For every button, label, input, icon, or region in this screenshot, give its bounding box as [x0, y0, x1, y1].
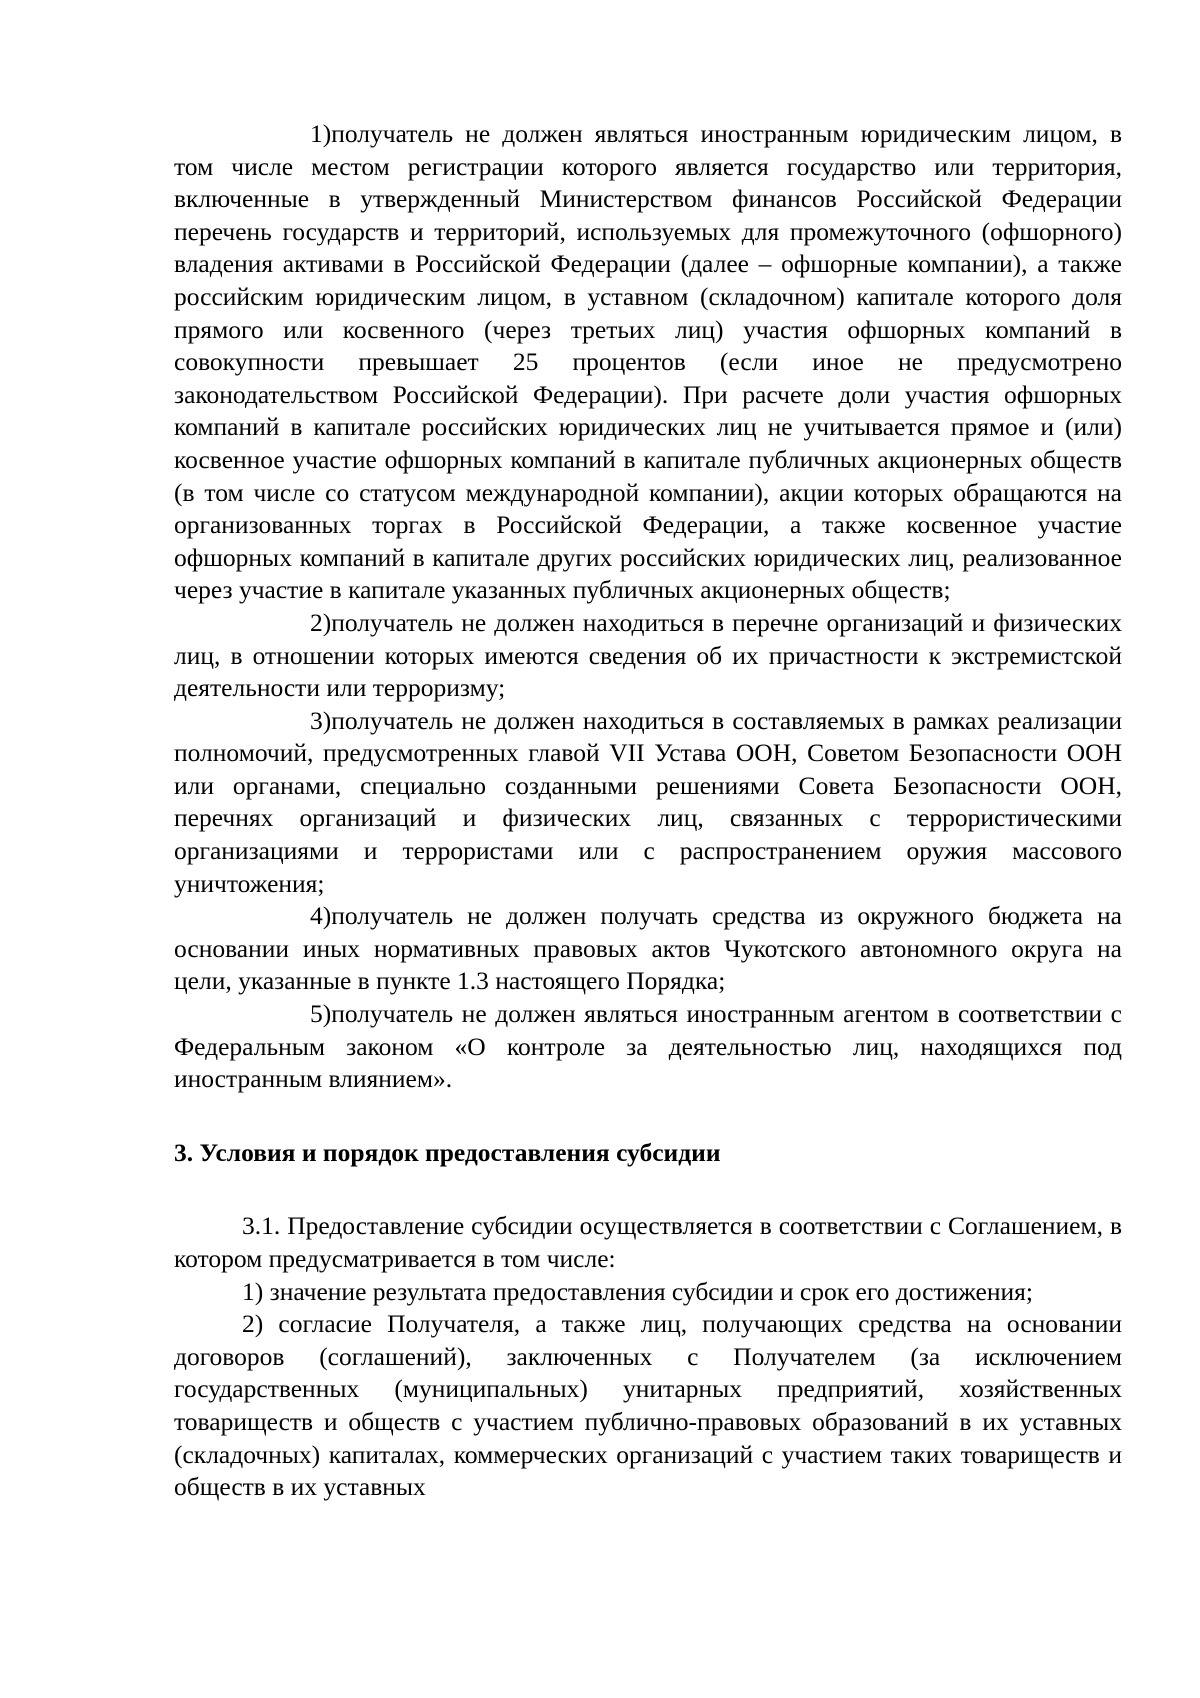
paragraph-3-1-item-2: 2) согласие Получателя, а также лиц, получающих средства на основании договоров (соглашений), заключенных с Получателем (за исключением государственных (муниципальных) унитарных предприятий, хозяйственных товариществ и обществ с участием публично-правовых образований в их уставных (складочных) капиталах, коммерческих организаций с участием таких товариществ и обществ в их уставных	[174, 1309, 1122, 1502]
requirement-1-text: получатель не должен являться иностранным юридическим лицом, в том числе местом регистрации которого является государство или территория, включенные в утвержденный Министерством финансов Российской Федерации перечень государств и территорий, используемых для промежуточного (офшорного) владения активами в Российской Федерации (далее – офшорные компании), а также российским юридическим лицом, в уставном (складочном) капитале которого доля прямого или косвенного (через третьих лиц) участия офшорных компаний в совокупности превышает 25 процентов (если иное не предусмотрено законодательством Российской Федерации). При расчете доли участия офшорных компаний в капитале российских юридических лиц не учитывается прямое и (или) косвенное участие офшорных компаний в капитале публичных акционерных обществ (в том числе со статусом международной компании), акции которых обращаются на организованных торгах в Российской Федерации, а также косвенное участие офшорных компаний в капитале других российских юридических лиц, реализованное через участие в капитале указанных публичных акционерных обществ;	[174, 119, 1122, 605]
requirement-1	[174, 118, 1122, 607]
requirement-3-number: 3)	[310, 705, 332, 735]
requirement-5-number: 5)	[310, 999, 332, 1029]
requirement-2	[174, 607, 1122, 705]
requirement-3	[174, 705, 1122, 901]
requirement-4	[174, 900, 1122, 998]
requirement-2-number: 2)	[310, 607, 332, 637]
requirement-5	[174, 998, 1122, 1096]
document-page	[174, 118, 1122, 1504]
requirement-4-number: 4)	[310, 901, 332, 931]
section-3-heading: 3. Условия и порядок предоставления субсидии	[174, 1137, 721, 1167]
paragraph-3-1: 3.1. Предоставление субсидии осуществляется в соответствии с Соглашением, в котором предусматривается в том числе:	[174, 1211, 1122, 1273]
requirement-1-number: 1)	[310, 119, 332, 148]
requirement-2-text: получатель не должен находиться в перечне организаций и физических лиц, в отношении которых имеются сведения об их причастности к экстремистской деятельности или терроризму;	[174, 607, 1122, 703]
requirement-5-text: получатель не должен являться иностранным агентом в соответствии с Федеральным законом «О контроле за деятельностью лиц, находящихся под иностранным влиянием».	[174, 999, 1122, 1094]
paragraph-3-1-item-1: 1) значение результата предоставления субсидии и срок его достижения;	[242, 1276, 1033, 1306]
requirement-4-text: получатель не должен получать средства из окружного бюджета на основании иных нормативных правовых актов Чукотского автономного округа на цели, указанные в пункте 1.3 настоящего Порядка;	[174, 901, 1122, 996]
requirement-3-text: получатель не должен находиться в составляемых в рамках реализации полномочий, предусмотренных главой VII Устава ООН, Советом Безопасности ООН или органами, специально созданными решениями Совета Безопасности ООН, перечнях организаций и физических лиц, связанных с террористическими организациями и террористами или с распространением оружия массового уничтожения;	[174, 705, 1122, 898]
